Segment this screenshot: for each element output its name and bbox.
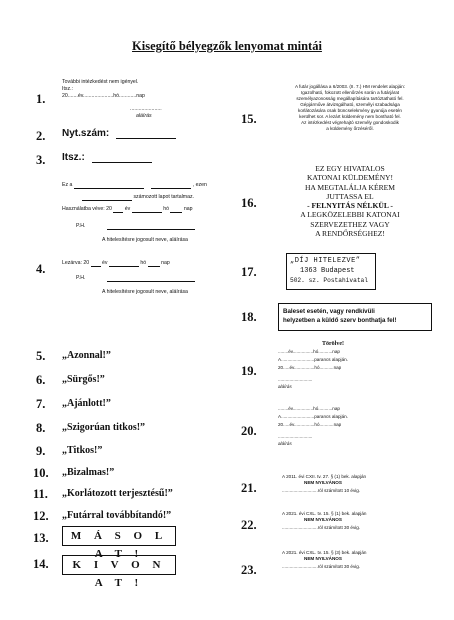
stamp-5: „Azonnal!” (62, 350, 111, 361)
stamp-number-20: 20. (241, 424, 257, 438)
stamp-13: M Á S O L A T ! (70, 530, 168, 560)
stamp-1-line1: További intézkedést nem igényel. (62, 79, 139, 85)
stamp-22: A 2021. évi CXL. tv. 15. § (1) bek. alapján NEM NYILVÁNOS ............................ról számított 30 évig. (282, 511, 367, 530)
stamp-6: „Sürgős!” (62, 374, 105, 385)
stamp-number-9: 9. (36, 444, 46, 458)
stamp-9: „Titkos!” (62, 445, 103, 456)
stamp-23: A 2021. évi CXL. tv. 15. § (3) bek. alapján NEM NYILVÁNOS ............................ról számított 30 évig. (282, 550, 367, 569)
stamp-3 (62, 152, 152, 163)
stamp-number-3: 3. (36, 153, 46, 167)
stamp-1-sign: aláírás (136, 113, 152, 119)
stamp-number-2: 2. (36, 129, 46, 143)
stamp-19: Törölve! ........év................hó...........nap A..........................parancs alapján. 20.....év................hó...........nap ........................... aláírás (278, 341, 348, 389)
stamp-number-6: 6. (36, 373, 46, 387)
stamp-number-13: 13. (33, 531, 49, 545)
stamp-1-line2: Itsz.: (62, 86, 73, 92)
stamp-number-22: 22. (241, 518, 257, 532)
stamp-number-16: 16. (241, 196, 257, 210)
stamp-number-8: 8. (36, 421, 46, 435)
stamp-number-18: 18. (241, 310, 257, 324)
stamp-4: Ez a , ezen számozott lapot tartalmaz. Használatba véve: 20 év hó nap P.H. A hitelesítésre jogosult neve, aláírása Lezárva: 20 év hó nap P.H. A hitelesítésre jogosult neve, aláírása (62, 182, 207, 295)
stamp-1: További intézkedést nem igényel. Itsz.: 20.......év.....................hó............nap ...................... aláírás (62, 79, 182, 120)
stamp-16: EZ EGY HIVATALOS KATONAI KÜLDEMÉNY! HA MEGTALÁLJA KÉREM JUTTASSA EL - FELNYITÁS NÉLKÜL - A LEGKÖZELEBBI KATONAI SZERVEZETHEZ VAGY A RENDŐRSÉGHEZ! (300, 164, 400, 239)
stamp-14-box (62, 555, 176, 589)
stamp-number-21: 21. (241, 481, 257, 495)
stamp-3-label: Itsz.: (62, 152, 85, 163)
stamp-18-box: Baleset esetén, vagy rendkívüli helyzetben a küldő szerv bonthatja fel! (278, 303, 432, 331)
stamp-number-23: 23. (241, 563, 257, 577)
page-title: Kisegítő bélyegzők lenyomat mintái (132, 39, 322, 53)
stamp-12: „Futárral továbbítandó!” (62, 510, 172, 521)
stamp-number-12: 12. (33, 509, 49, 523)
stamp-number-19: 19. (241, 364, 257, 378)
stamp-1-line3: 20.......év.....................hó............nap (62, 93, 145, 99)
stamp-number-4: 4. (36, 262, 46, 276)
stamp-2-label: Nyt.szám: (62, 128, 110, 139)
stamp-17-box: „DÍJ HITELEZVE” 1363 Budapest 502. sz. Postahivatal (286, 253, 376, 290)
stamp-7: „Ajánlott!” (62, 398, 111, 409)
stamp-number-14: 14. (33, 557, 49, 571)
stamp-number-10: 10. (33, 466, 49, 480)
stamp-number-17: 17. (241, 265, 257, 279)
stamp-11: „Korlátozott terjesztésű!” (62, 488, 173, 499)
stamp-number-1: 1. (36, 92, 46, 106)
stamp-2 (62, 128, 176, 139)
stamp-8: „Szigorúan titkos!” (62, 422, 146, 433)
stamp-14: K I V O N A T ! (72, 559, 166, 589)
stamp-15: A futár jogállása a 6/2003. (II. 7.) HM rendelet alapján: Igazolható, fokozott ellenőrzés során a futárjárat személyazonosság megállapítására tartóztatható fel. Gépjárműve átvizsgálható, személyi szabadsága korlátozására csak büncselekmény gyanúja esetén kerülhet sor. A lezárt küldemény nem bontható fel. Az intézkedést végrehajtó személy gondoskodik a küldemény őrzéséről. (294, 84, 406, 131)
stamp-number-15: 15. (241, 112, 257, 126)
stamp-number-5: 5. (36, 349, 46, 363)
stamp-21: A 2011. évi CXII. tv. 27. § (1) bek. alapján NEM NYILVÁNOS ............................ról számított 10 évig. (282, 474, 367, 493)
stamp-number-7: 7. (36, 397, 46, 411)
stamp-20: ........év................hó...........nap A..........................parancs alapján. 20.....év................hó...........nap ........................... aláírás (278, 406, 348, 446)
stamp-13-box (62, 526, 176, 560)
stamp-number-11: 11. (33, 487, 48, 501)
stamp-10: „Bizalmas!” (62, 467, 115, 478)
